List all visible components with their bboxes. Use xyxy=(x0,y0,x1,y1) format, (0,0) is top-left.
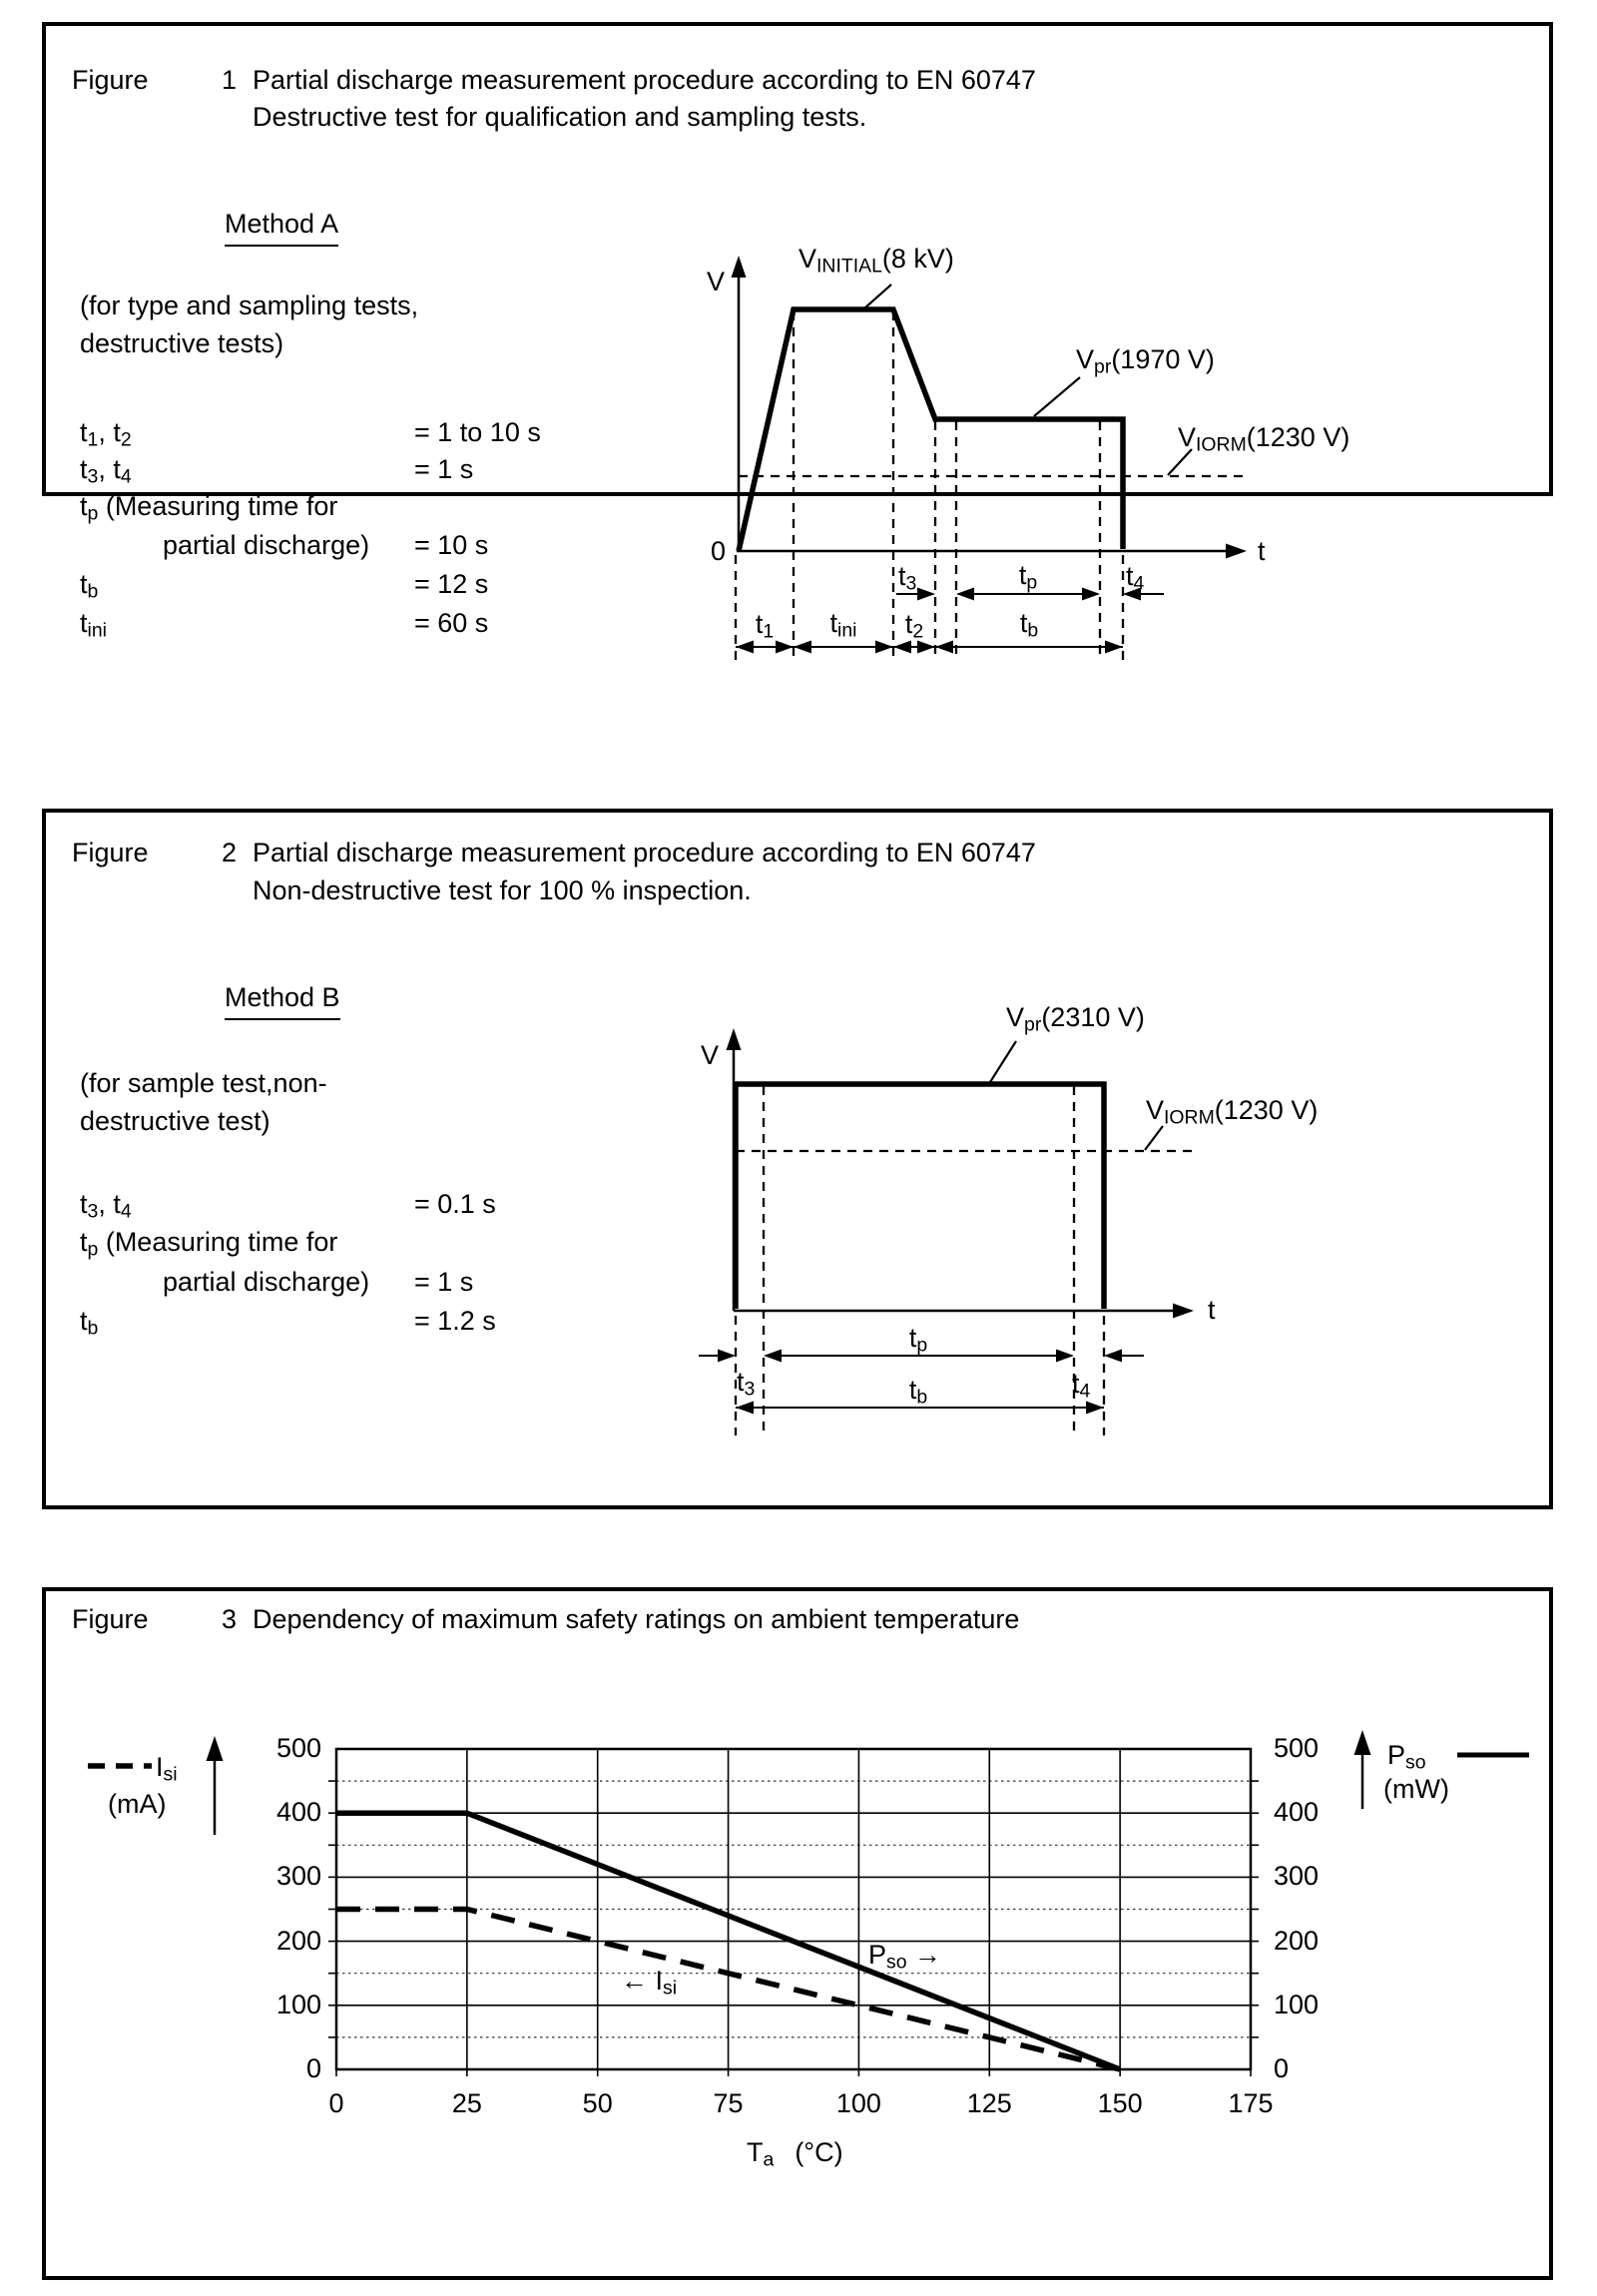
fig1-method-heading: Method A xyxy=(225,208,338,247)
dimension-arrowhead-icon xyxy=(917,588,935,601)
dimension-arrowhead-icon xyxy=(1105,641,1123,654)
fig3-plot-area xyxy=(328,1749,1259,2076)
fig2-figure-label: Figure xyxy=(72,838,149,867)
fig2-t-axis-arrowhead-icon xyxy=(1173,1304,1194,1319)
dimension-arrowhead-icon xyxy=(776,641,794,654)
fig2-voltage-pulse-waveform xyxy=(736,1084,1104,1309)
fig1-waveform-diagram xyxy=(732,256,1248,661)
fig3-annotation-pso: $P_{so}$ → xyxy=(868,1940,942,1974)
fig2-scope-line2: destructive test) xyxy=(80,1106,270,1136)
fig3-right-axis-tick-label: 300 xyxy=(1274,1861,1320,1892)
fig3-left-axis-tick-label: 100 xyxy=(275,1989,321,2019)
fig1-vinitial-label: $V_{INITIAL}(8$ kV) xyxy=(798,244,954,278)
fig3-legend-pso-unit: (mW) xyxy=(1383,1774,1449,1804)
fig2-vpr-label: $V_{pr}(2310$ V) xyxy=(1006,1002,1145,1036)
dimension-arrowhead-icon xyxy=(718,1350,736,1363)
fig1-param-tb-value: = 12 s xyxy=(414,569,489,599)
fig1-dim-tini-label: $t_{ini}$ xyxy=(829,608,857,642)
fig2-param-tp-value: = 1 s xyxy=(414,1267,474,1297)
dimension-arrowhead-icon xyxy=(1104,1350,1122,1363)
fig1-param-tp-value: = 10 s xyxy=(414,530,489,560)
fig1-figure-label: Figure xyxy=(72,65,149,95)
fig1-vinitial-leader-line xyxy=(864,285,891,308)
fig1-param-tp-cont: partial discharge) xyxy=(163,530,370,560)
fig1-scope-line1: (for type and sampling tests, xyxy=(80,290,419,320)
fig3-left-axis-tick-label: 200 xyxy=(275,1925,321,1956)
fig3-left-axis-tick-label: 400 xyxy=(275,1797,321,1828)
fig2-dim-t3-label: $t_3$ xyxy=(737,1367,756,1401)
fig1-t-axis-arrowhead-icon xyxy=(1226,544,1247,559)
fig3-right-axis-tick-label: 500 xyxy=(1274,1733,1320,1763)
fig1-vpr-leader-line xyxy=(1034,377,1080,416)
fig1-param-tini: $t_{ini}$ xyxy=(80,608,107,642)
fig3-figure-label: Figure xyxy=(72,1604,149,1634)
fig3-annotation-isi: ← $I_{si}$ xyxy=(621,1966,678,2000)
fig3-x-axis-tick-label: 75 xyxy=(713,2088,744,2118)
fig1-viorm-label: $V_{IORM}(1230$ V) xyxy=(1178,422,1350,456)
fig1-figure-number: 1 xyxy=(222,65,238,95)
fig1-dim-t2-label: $t_2$ xyxy=(904,609,924,643)
dimension-arrowhead-icon xyxy=(794,641,811,654)
fig2-param-tb: $t_b$ xyxy=(80,1306,99,1340)
fig3-x-axis-tick-label: 125 xyxy=(966,2088,1012,2118)
fig2-method-heading: Method B xyxy=(225,981,340,1020)
fig3-legend-isi-symbol: $I_{si}$ xyxy=(156,1752,178,1786)
fig1-origin-label: 0 xyxy=(710,536,726,566)
fig1-param-tp: $t_p$ (Measuring time for xyxy=(80,491,338,525)
fig3-right-axis-tick-label: 100 xyxy=(1274,1989,1320,2019)
fig2-viorm-label: $V_{IORM}(1230$ V) xyxy=(1146,1095,1319,1129)
fig2-param-t3-t4: $t_3$, $t_4$ xyxy=(80,1189,132,1223)
fig3-right-axis-tick-label: 200 xyxy=(1274,1925,1320,1956)
fig2-param-t3-t4-value: = 0.1 s xyxy=(414,1189,496,1219)
fig3-legend-isi-unit: (mA) xyxy=(108,1789,167,1819)
fig2-figure-number: 2 xyxy=(222,838,238,867)
dimension-arrowhead-icon xyxy=(893,641,911,654)
fig2-waveform-diagram xyxy=(699,1028,1198,1435)
dimension-arrowhead-icon xyxy=(1082,588,1100,601)
fig3-x-axis-title: $T_a$ (°C) xyxy=(747,2137,843,2171)
dimension-arrowhead-icon xyxy=(736,1402,754,1415)
fig2-dim-tb-label: $t_b$ xyxy=(908,1375,928,1409)
fig3-x-axis-tick-label: 0 xyxy=(328,2088,344,2118)
dimension-arrowhead-icon xyxy=(1086,1402,1104,1415)
fig3-x-axis-tick-label: 50 xyxy=(582,2088,613,2118)
fig2-viorm-leader-line xyxy=(1145,1126,1163,1150)
dimension-arrowhead-icon xyxy=(935,641,953,654)
fig1-dim-tp-label: $t_p$ xyxy=(1018,560,1038,594)
fig1-dim-tb-label: $t_b$ xyxy=(1019,608,1039,642)
fig2-v-axis-arrowhead-icon xyxy=(727,1028,742,1050)
fig2-v-axis-label: V xyxy=(701,1040,720,1070)
fig3-right-axis-tick-label: 400 xyxy=(1274,1797,1320,1828)
fig3-x-axis-tick-label: 100 xyxy=(835,2088,881,2118)
dimension-arrowhead-icon xyxy=(1056,1350,1074,1363)
fig3-x-axis-tick-label: 175 xyxy=(1228,2088,1274,2118)
fig2-param-tp-cont: partial discharge) xyxy=(163,1267,370,1297)
dimension-arrowhead-icon xyxy=(764,1350,782,1363)
fig1-param-tb: $t_b$ xyxy=(80,569,99,603)
dimension-arrowhead-icon xyxy=(956,588,974,601)
fig1-param-tini-value: = 60 s xyxy=(414,608,489,638)
fig3-right-axis-tick-label: 0 xyxy=(1274,2053,1290,2083)
fig1-param-t1-t2: $t_1$, $t_2$ xyxy=(80,417,132,451)
fig1-dim-t1-label: $t_1$ xyxy=(755,609,775,643)
fig3-left-axis-tick-label: 0 xyxy=(305,2053,321,2083)
fig1-voltage-waveform xyxy=(739,309,1123,551)
fig1-v-axis-label: V xyxy=(707,267,726,296)
fig1-dim-t3-label: $t_3$ xyxy=(898,561,917,595)
fig2-vpr-leader-line xyxy=(990,1041,1016,1082)
fig3-figure-number: 3 xyxy=(222,1604,238,1634)
fig1-vpr-label: $V_{pr}(1970$ V) xyxy=(1076,344,1215,378)
fig3-title: Dependency of maximum safety ratings on ambient temperature xyxy=(253,1604,1020,1634)
fig2-param-tp: $t_p$ (Measuring time for xyxy=(80,1227,338,1261)
fig3-left-axis-tick-label: 500 xyxy=(275,1733,321,1763)
fig3-x-axis-tick-label: 25 xyxy=(451,2088,482,2118)
fig2-dim-t4-label: $t_4$ xyxy=(1072,1369,1091,1403)
fig2-title-line2: Non-destructive test for 100 % inspection. xyxy=(253,875,752,905)
fig2-param-tb-value: = 1.2 s xyxy=(414,1306,496,1336)
fig3-x-axis-tick-label: 150 xyxy=(1097,2088,1143,2118)
fig2-scope-line1: (for sample test,non- xyxy=(80,1068,327,1098)
fig1-dim-t4-label: $t_4$ xyxy=(1126,561,1145,595)
fig1-title-line1: Partial discharge measurement procedure according to EN 60747 xyxy=(253,65,1036,95)
fig1-v-axis-arrowhead-icon xyxy=(732,256,747,278)
fig1-param-t3-t4: $t_3$, $t_4$ xyxy=(80,454,132,488)
fig1-param-t1-t2-value: = 1 to 10 s xyxy=(414,417,541,447)
dimension-arrowhead-icon xyxy=(875,641,893,654)
fig1-param-t3-t4-value: = 1 s xyxy=(414,454,474,484)
fig3-legend-pso-symbol: $P_{so}$ xyxy=(1387,1740,1426,1774)
fig2-t-axis-label: t xyxy=(1208,1295,1216,1325)
fig1-title-line2: Destructive test for qualification and sampling tests. xyxy=(253,102,867,132)
dimension-arrowhead-icon xyxy=(736,641,754,654)
fig1-t-axis-label: t xyxy=(1258,536,1266,566)
fig2-title-line1: Partial discharge measurement procedure according to EN 60747 xyxy=(253,838,1036,867)
fig2-dim-tp-label: $t_p$ xyxy=(908,1323,928,1357)
fig1-scope-line2: destructive tests) xyxy=(80,328,284,358)
fig3-left-axis-tick-label: 300 xyxy=(275,1861,321,1892)
